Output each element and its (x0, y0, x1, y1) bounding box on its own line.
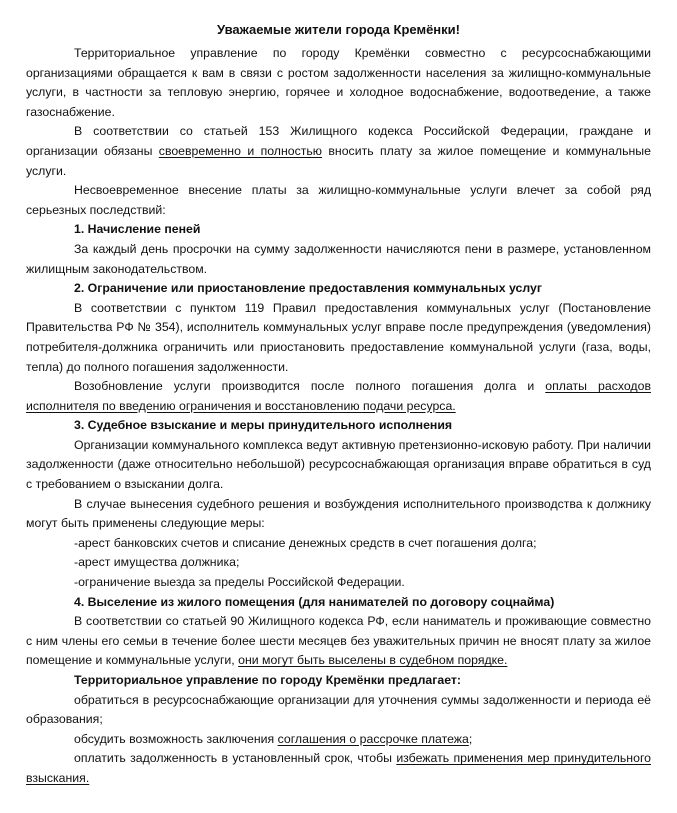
section-3-paragraph-2: В случае вынесения судебного решения и возбуждения исполнительного производства к должнику могут быть применены следующие меры: (26, 496, 651, 531)
intro-p2-underlined: своевременно и полностью (158, 143, 323, 158)
section-2-paragraph-2 (26, 377, 651, 416)
section-2-p2-underlined: оплаты расходов исполнителя по введению ограничения и восстановлению подачи ресурса. (26, 379, 651, 413)
section-4-paragraph (26, 612, 651, 671)
offer-item-3-text: оплатить задолженность в установленный срок, чтобы (74, 751, 397, 766)
section-3-list-item: -ограничение выезда за пределы Российской Федерации. (74, 575, 405, 590)
intro-paragraph-1: Территориальное управление по городу Кремёнки совместно с ресурсоснабжающими организациями обращается к вам в связи с ростом задолженности населения за жилищно-коммунальные услуги, в частности за тепловую энергию, горячее и холодное водоснабжение, водоотведение, а также газоснабжение. (26, 46, 651, 119)
offer-item-3 (26, 749, 651, 788)
section-1-heading: 1. Начисление пеней (74, 222, 201, 237)
offer-heading: Территориальное управление по городу Кремёнки предлагает: (74, 673, 461, 687)
section-2-p2-text: Возобновление услуги производится после полного погашения долга и (74, 379, 546, 394)
offer-item-2-tail: ; (468, 731, 473, 746)
section-3-list-item: -арест банковских счетов и списание денежных средств в счет погашения долга; (74, 535, 537, 550)
intro-paragraph-3: Несвоевременное внесение платы за жилищно-коммунальные услуги влечет за собой ряд серьезных последствий: (26, 183, 651, 217)
section-2-paragraph-1: В соответствии с пунктом 119 Правил предоставления коммунальных услуг (Постановление Правительства РФ № 354), исполнитель коммунальных услуг вправе после предупреждения (уведомления) потребителя-должника ограничить или приостановить предоставление коммунальной услуги (газа, воды, тепла) до полного погашения задолженности. (26, 300, 651, 374)
section-1-paragraph: За каждый день просрочки на сумму задолженности начисляются пени в размере, установленном жилищным законодательством. (26, 241, 651, 276)
offer-item-2-text: обсудить возможность заключения (74, 731, 278, 746)
intro-paragraph-2 (26, 122, 651, 181)
section-3-list-item: -арест имущества должника; (74, 555, 240, 570)
section-2-heading: 2. Ограничение или приостановление предоставления коммунальных услуг (74, 281, 542, 296)
intro-p2-text-b: вносить плату за жилое помещение и коммунальные услуги. (26, 143, 651, 178)
offer-item-2 (26, 730, 651, 750)
section-4-text: В соответствии со статьей 90 Жилищного кодекса РФ, если наниматель и проживающие совместно с ним члены его семьи в течение более шести месяцев без уважительных причин не вносят плату за жилое помещение и коммунальные услуги, (26, 614, 651, 668)
section-3-heading: 3. Судебное взыскание и меры принудительного исполнения (74, 418, 453, 433)
offer-item-1: обратиться в ресурсоснабжающие организации для уточнения суммы задолженности и периода её образования; (26, 692, 651, 727)
offer-item-2-underlined: соглашения о рассрочке платежа (277, 731, 469, 746)
intro-p2-text-a: В соответствии со статьей 153 Жилищного кодекса Российской Федерации, граждане и организации обязаны (26, 124, 651, 158)
offer-item-3-underlined: избежать применения мер принудительного взыскания. (26, 751, 651, 785)
section-4-heading: 4. Выселение из жилого помещения (для нанимателей по договору соцнайма) (74, 594, 555, 609)
section-3-paragraph-1: Организации коммунального комплекса ведут активную претензионно-исковую работу. При наличии задолженности (даже относительно небольшой) ресурсоснабжающая организация вправе обратиться в суд с требованием о взыскании долга. (26, 437, 651, 492)
page-title: Уважаемые жители города Кремёнки! (217, 22, 460, 37)
section-4-underlined: они могут быть выселены в судебном порядке. (238, 653, 508, 668)
